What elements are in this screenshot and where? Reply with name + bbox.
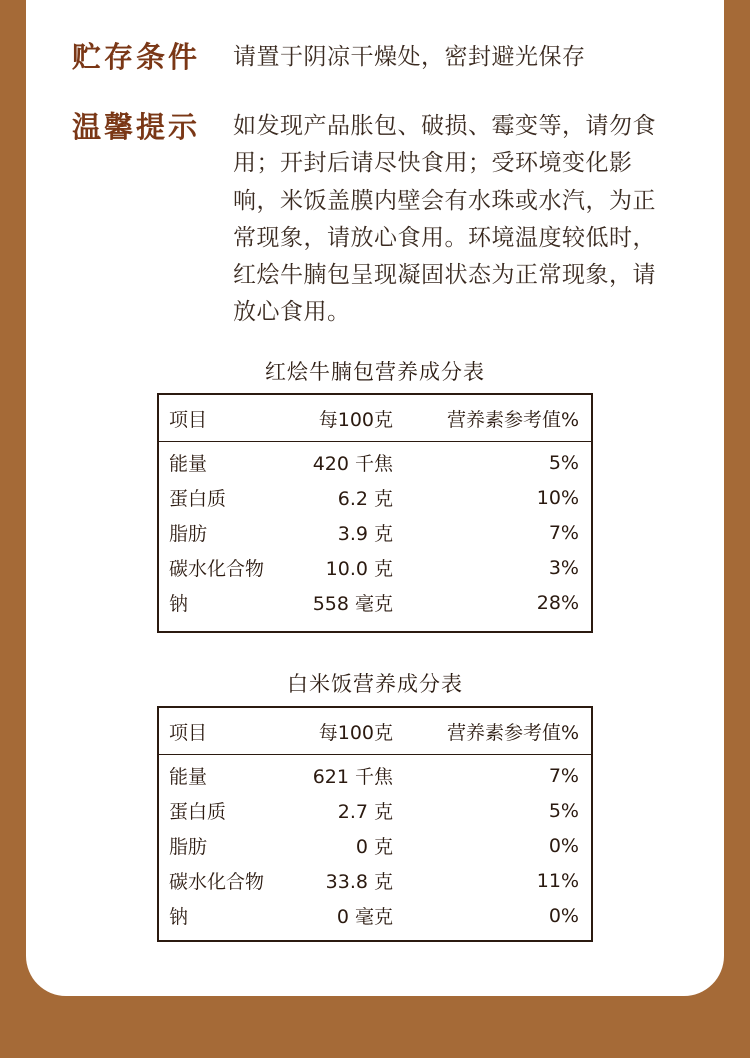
storage-text: 请置于阴凉干燥处，密封避光保存 [233,44,586,70]
row-nrv: 3% [548,556,579,579]
header-per-100g: 每100克 [318,408,393,431]
row-amount: 621 千焦 [312,766,393,788]
tips-line: 常现象，请放心食用。环境温度较低时， [233,224,656,251]
beef-table-title: 红烩牛腩包营养成分表 [265,360,485,384]
table-row [159,863,591,898]
row-nrv: 0% [548,834,579,857]
header-nrv: 营养素参考值% [446,408,579,431]
beef-nutrition-table [157,393,593,633]
tips-line: 红烩牛腩包呈现凝固状态为正常现象，请 [233,262,656,289]
table-row [159,828,591,863]
row-nrv: 10% [536,486,579,509]
tips-line: 用；开封后请尽快食用；受环境变化影 [233,150,633,177]
row-amount: 3.9 克 [337,523,393,545]
table-row [159,585,591,620]
row-name: 脂肪 [169,523,208,545]
row-nrv: 7% [548,764,579,787]
row-name: 蛋白质 [169,488,227,510]
tips-line: 放心食用。 [233,299,351,326]
table-row [159,480,591,515]
row-name: 能量 [169,766,208,788]
tips-section [72,108,703,332]
content-card [26,0,724,996]
header-nrv: 营养素参考值% [446,721,579,744]
tips-label: 温馨提示 [72,110,201,144]
table-row [159,515,591,550]
row-name: 碳水化合物 [169,558,265,580]
table-row [159,550,591,585]
header-per-100g: 每100克 [318,721,393,744]
row-amount: 0 毫克 [336,906,393,928]
row-nrv: 0% [548,904,579,927]
row-nrv: 11% [536,869,579,892]
row-nrv: 5% [548,451,579,474]
row-nrv: 7% [548,521,579,544]
table-body [159,755,591,933]
table-row [159,445,591,480]
row-name: 蛋白质 [169,801,227,823]
rice-nutrition-table [157,706,593,942]
row-name: 钠 [169,906,189,928]
row-name: 钠 [169,593,189,615]
table-row [159,758,591,793]
table-body [159,442,591,620]
rice-table-title: 白米饭营养成分表 [287,672,463,696]
row-nrv: 28% [536,591,579,614]
row-amount: 6.2 克 [337,488,393,510]
row-nrv: 5% [548,799,579,822]
row-amount: 420 千焦 [312,453,393,475]
header-item: 项目 [169,721,208,744]
tips-line: 如发现产品胀包、破损、霉变等，请勿食 [233,113,656,139]
table-header-row [159,395,591,442]
table-header-row [159,708,591,755]
row-amount: 2.7 克 [337,801,393,823]
storage-label: 贮存条件 [72,40,201,74]
row-amount: 10.0 克 [325,558,393,580]
row-amount: 33.8 克 [325,871,393,893]
row-name: 碳水化合物 [169,871,265,893]
table-row [159,898,591,933]
row-name: 能量 [169,453,208,475]
row-amount: 558 毫克 [312,593,393,615]
tips-text [233,108,703,332]
row-name: 脂肪 [169,836,208,858]
table-row [159,793,591,828]
storage-section [72,38,586,76]
row-amount: 0 克 [355,836,393,858]
tips-line: 响，米饭盖膜内壁会有水珠或水汽，为正 [233,187,656,214]
header-item: 项目 [169,408,208,431]
